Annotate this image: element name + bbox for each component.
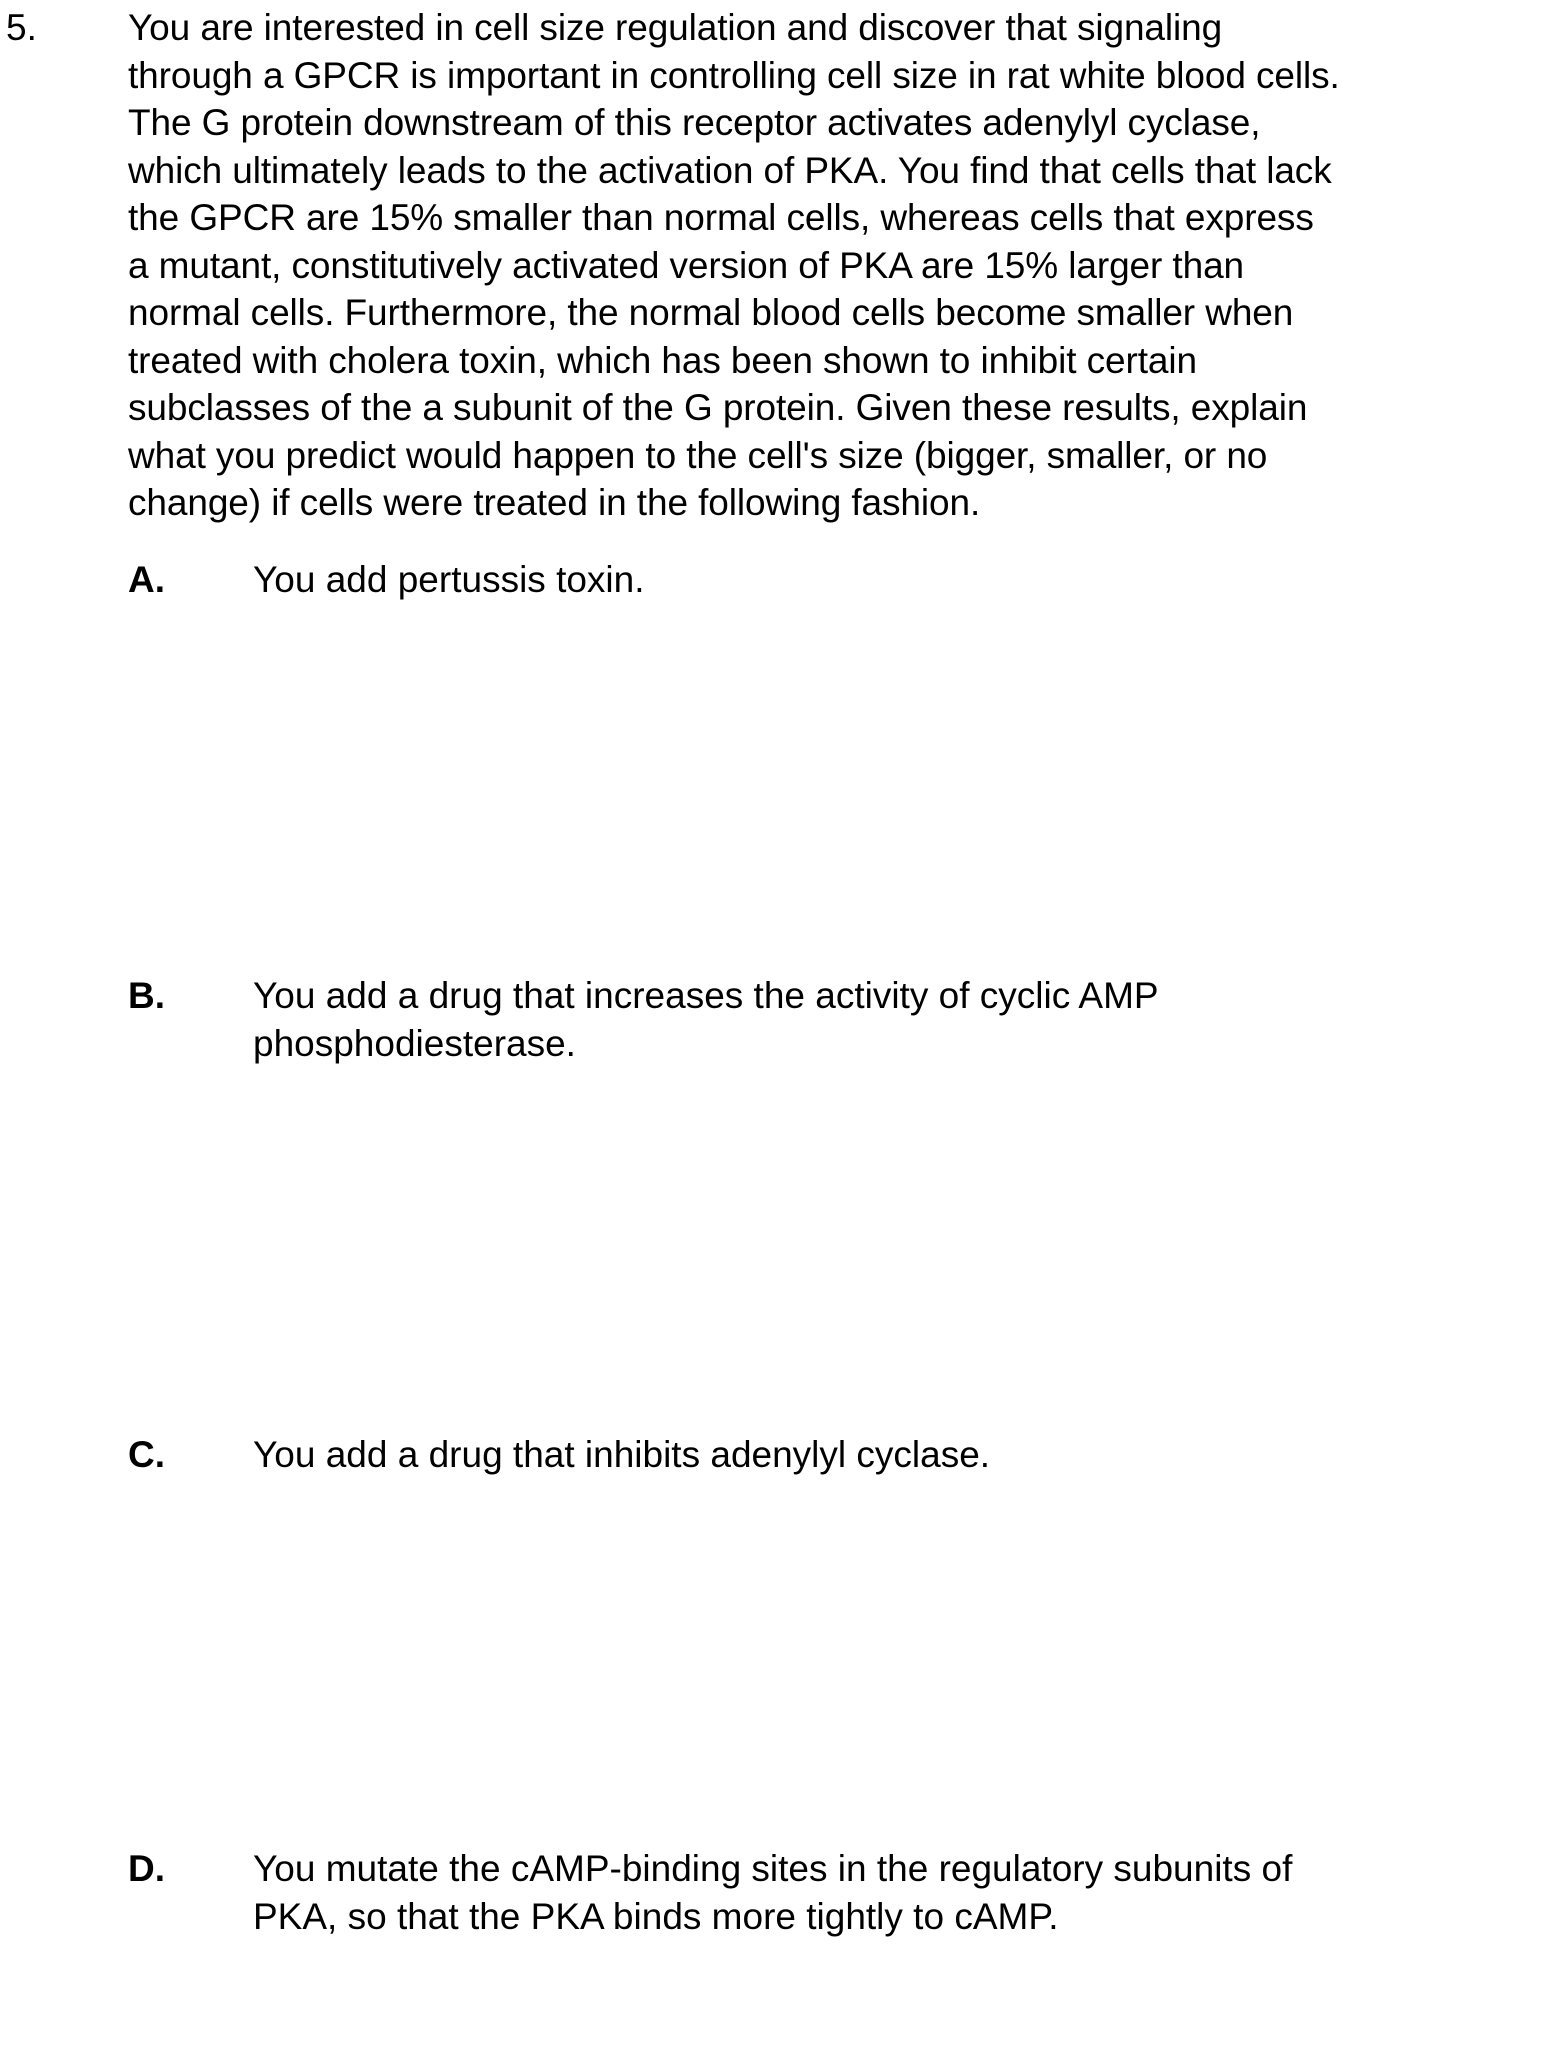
stem-line: which ultimately leads to the activation of PKA. You find that cells that lack [128,149,1332,191]
stem-line: what you predict would happen to the cell's size (bigger, smaller, or no [128,434,1268,476]
subpart-line: You add a drug that increases the activity of cyclic AMP [253,975,1159,1016]
subpart-a-letter: A. [128,559,165,600]
subpart-b-letter: B. [128,975,165,1016]
subpart-d-letter: D. [128,1848,165,1889]
stem-line: subclasses of the a subunit of the G protein. Given these results, explain [128,387,1308,428]
stem-line: the GPCR are 15% smaller than normal cells, whereas cells that express [128,197,1314,238]
question-number: 5. [6,7,37,48]
stem-line: treated with cholera toxin, which has been shown to inhibit certain [128,339,1197,381]
subpart-line: PKA, so that the PKA binds more tightly to cAMP. [253,1895,1059,1937]
subpart-line: phosphodiesterase. [253,1022,576,1064]
subpart-b-text [253,972,1453,1067]
subpart-c-text [253,1431,1453,1479]
stem-line: through a GPCR is important in controlling cell size in rat white blood cells. [128,54,1340,96]
subpart-line: You mutate the cAMP-binding sites in the regulatory subunits of [253,1848,1293,1889]
subpart-c-letter: C. [128,1434,165,1475]
stem-line: a mutant, constitutively activated version of PKA are 15% larger than [128,244,1245,286]
subpart-line: You add a drug that inhibits adenylyl cyclase. [253,1434,991,1475]
stem-line: change) if cells were treated in the following fashion. [128,482,981,523]
subpart-d-text [253,1845,1453,1940]
subpart-line: You add pertussis toxin. [253,559,645,600]
subpart-a-text [253,556,1453,604]
question-stem [128,4,1528,527]
stem-line: The G protein downstream of this receptor activates adenylyl cyclase, [128,102,1261,143]
stem-line: You are interested in cell size regulation and discover that signaling [128,7,1223,48]
stem-line: normal cells. Furthermore, the normal blood cells become smaller when [128,292,1294,333]
